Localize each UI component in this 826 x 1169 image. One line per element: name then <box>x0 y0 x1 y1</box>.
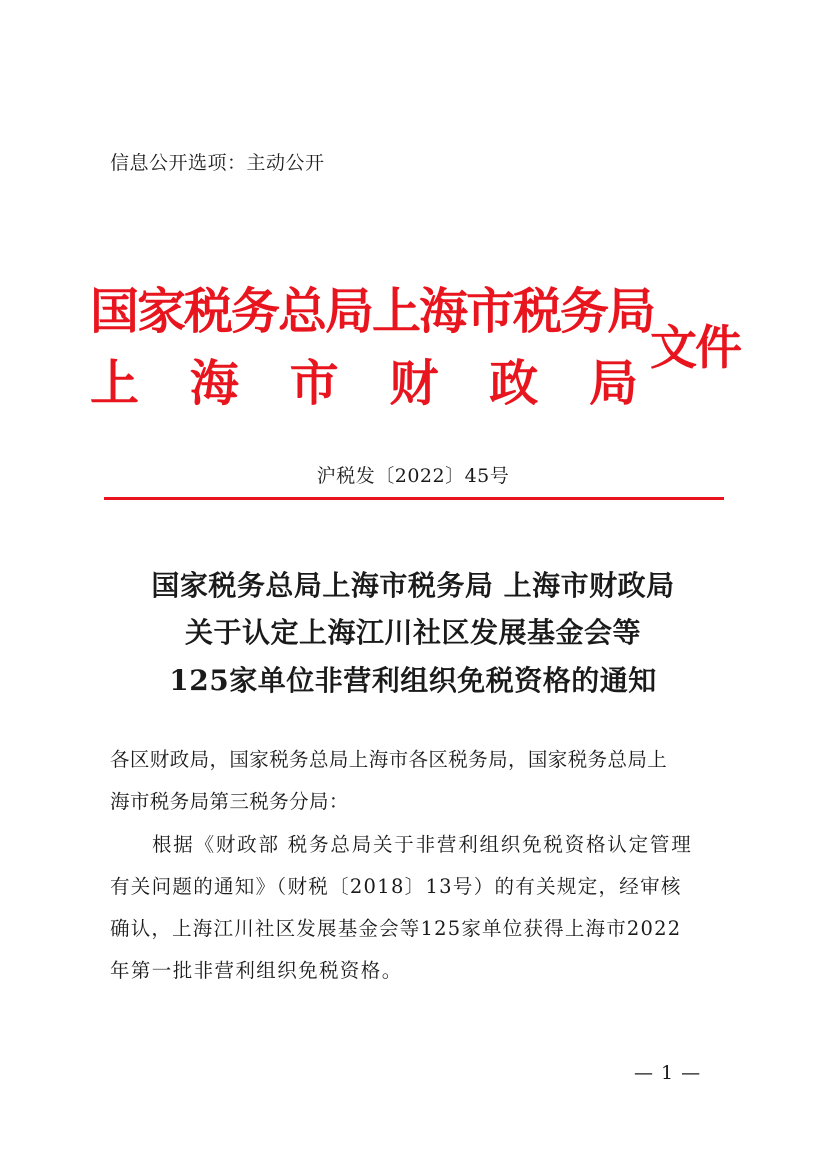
document-number: 沪税发〔2022〕45号 <box>316 465 510 487</box>
document-title-line-2: 关于认定上海江川社区发展基金会等 <box>184 616 641 649</box>
issuer-header-char: 海 <box>189 354 239 412</box>
issuer-header-line-2 <box>90 354 638 412</box>
body-line: 海市税务局第三税务分局： <box>110 790 349 813</box>
red-divider <box>104 497 724 500</box>
issuer-header-char: 市 <box>289 354 339 412</box>
body-line: 有关问题的通知》（财税〔2018〕13号）的有关规定，经审核 <box>110 875 682 898</box>
disclosure-option: 信息公开选项：主动公开 <box>110 152 325 174</box>
issuer-header-char: 财 <box>389 354 439 412</box>
issuer-header-char: 上 <box>90 354 140 412</box>
body-line: 确认，上海江川社区发展基金会等125家单位获得上海市2022 <box>110 917 682 940</box>
body-line: 各区财政局，国家税务总局上海市各区税务局，国家税务总局上 <box>110 748 668 771</box>
body-line: 年第一批非营利组织免税资格。 <box>110 959 403 982</box>
body-line: 根据《财政部 税务总局关于非营利组织免税资格认定管理 <box>152 833 693 856</box>
issuer-header-line-1: 国家税务总局上海市税务局 <box>90 282 655 340</box>
page-number: — 1 — <box>634 1062 702 1084</box>
document-title-line-3: 125家单位非营利组织免税资格的通知 <box>169 664 657 697</box>
issuer-header-char: 局 <box>588 354 638 412</box>
document-title-line-1: 国家税务总局上海市税务局 上海市财政局 <box>151 569 675 602</box>
header-document-suffix: 文件 <box>650 321 740 376</box>
issuer-header-char: 政 <box>489 354 539 412</box>
